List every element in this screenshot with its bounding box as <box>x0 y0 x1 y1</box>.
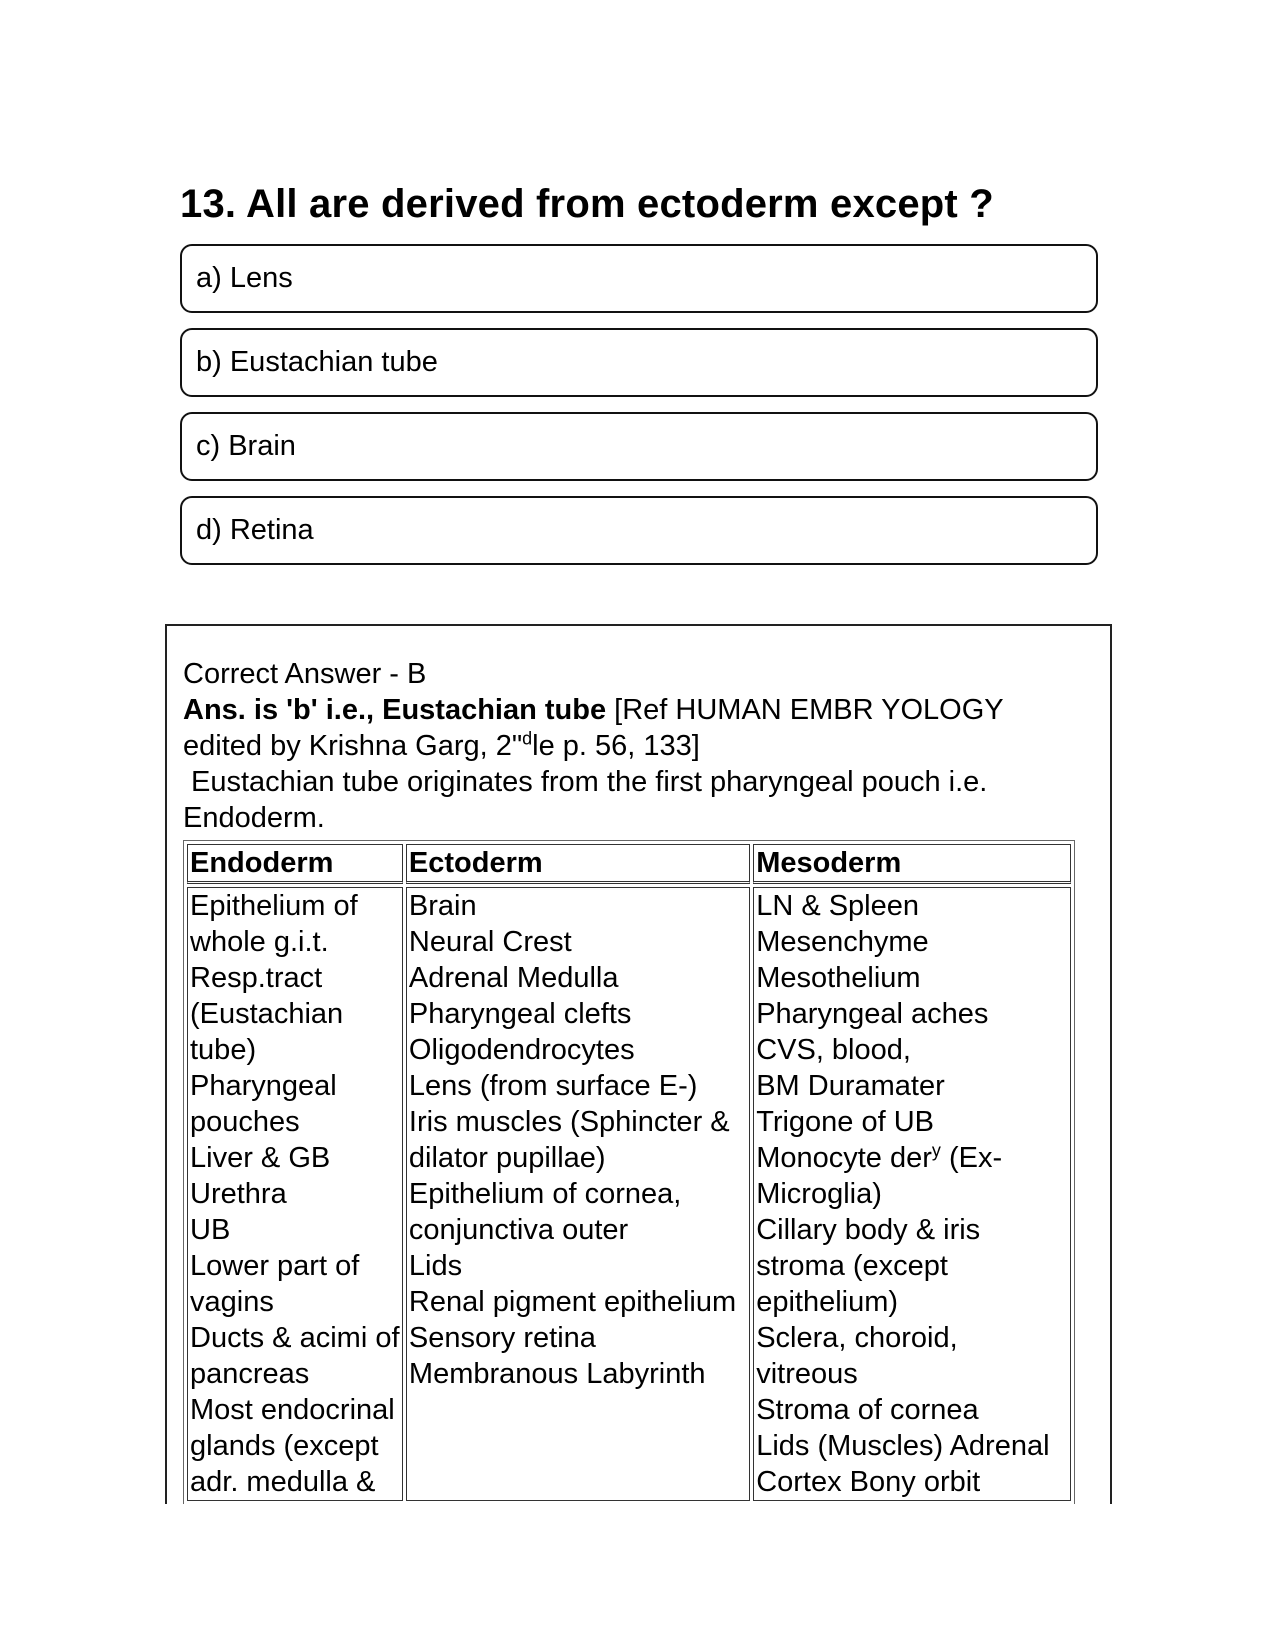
answer-ref-part2b: le p. 56, 133] <box>532 730 700 762</box>
ectoderm-item: dilator pupillae) <box>408 1142 606 1174</box>
ectoderm-item: Adrenal Medulla <box>408 962 619 994</box>
endoderm-item: Lower part of <box>190 1250 360 1282</box>
explanation-line-1: Eustachian tube originates from the first pharyngeal pouch i.e. <box>191 766 988 798</box>
ectoderm-cell <box>406 887 750 1501</box>
ectoderm-item: Neural Crest <box>408 926 572 958</box>
option-b[interactable]: b) Eustachian tube <box>180 328 1098 397</box>
answer-reference-line <box>183 692 1083 728</box>
endoderm-cell <box>187 887 403 1501</box>
option-a[interactable]: a) Lens <box>180 244 1098 313</box>
option-d[interactable]: d) Retina <box>180 496 1098 565</box>
answer-panel <box>165 624 1112 1504</box>
endoderm-item: pouches <box>190 1106 300 1138</box>
mesoderm-item: vitreous <box>756 1358 858 1390</box>
mesoderm-item: CVS, blood, <box>756 1034 911 1066</box>
ectoderm-item: Renal pigment epithelium <box>408 1286 737 1318</box>
answer-content <box>183 656 1083 1504</box>
ectoderm-item: Oligodendrocytes <box>408 1034 635 1066</box>
mesoderm-item: Stroma of cornea <box>756 1394 979 1426</box>
endoderm-item: Epithelium of <box>190 890 358 922</box>
germ-layer-table <box>183 840 1075 1504</box>
mesoderm-item: Mesenchyme <box>756 926 929 958</box>
option-c[interactable]: c) Brain <box>180 412 1098 481</box>
endoderm-item: vagins <box>190 1286 274 1318</box>
mesoderm-item: LN & Spleen <box>756 890 920 922</box>
endoderm-item: Most endocrinal <box>190 1394 395 1426</box>
ectoderm-item: Pharyngeal clefts <box>408 998 632 1030</box>
endoderm-item: tube) <box>190 1034 257 1066</box>
monocyte-sup: y <box>931 1140 941 1161</box>
mesoderm-item: Mesothelium <box>756 962 921 994</box>
ectoderm-item: Brain <box>408 890 477 922</box>
ectoderm-item: Membranous Labyrinth <box>408 1358 706 1390</box>
ectoderm-item: Lens (from surface E-) <box>408 1070 698 1102</box>
header-endoderm: Endoderm <box>187 844 403 884</box>
table-row <box>187 887 1071 1501</box>
endoderm-item: Ducts & acimi of <box>190 1322 400 1354</box>
mesoderm-item-monocyte <box>756 1140 1068 1176</box>
mesoderm-item: epithelium) <box>756 1286 899 1318</box>
options-list <box>180 244 1098 580</box>
header-mesoderm: Mesoderm <box>753 844 1071 884</box>
answer-ref-part1: [Ref HUMAN EMBR YOLOGY <box>606 694 1004 726</box>
mesoderm-item: Pharyngeal aches <box>756 998 989 1030</box>
monocyte-tail: (Ex- <box>940 1142 1003 1174</box>
answer-ref-sup: d <box>522 728 533 749</box>
explanation-line-2: Endoderm. <box>183 802 325 834</box>
mesoderm-item: BM Duramater <box>756 1070 945 1102</box>
table-header-row <box>187 844 1071 884</box>
mesoderm-item: Cillary body & iris <box>756 1214 981 1246</box>
endoderm-item: Resp.tract <box>190 962 323 994</box>
endoderm-item: Urethra <box>190 1178 287 1210</box>
endoderm-item: (Eustachian <box>190 998 344 1030</box>
correct-answer-label: Correct Answer - B <box>183 658 427 690</box>
endoderm-item: pancreas <box>190 1358 310 1390</box>
monocyte-text: Monocyte der <box>756 1142 932 1174</box>
answer-ref-part2a: edited by Krishna Garg, 2" <box>183 730 523 762</box>
mesoderm-item: Lids (Muscles) Adrenal <box>756 1430 1050 1462</box>
endoderm-item: adr. medulla & <box>190 1466 376 1498</box>
header-ectoderm: Ectoderm <box>406 844 750 884</box>
ectoderm-item: Iris muscles (Sphincter & <box>408 1106 730 1138</box>
mesoderm-cell <box>753 887 1071 1501</box>
ectoderm-item: Sensory retina <box>408 1322 596 1354</box>
mesoderm-item: Trigone of UB <box>756 1106 935 1138</box>
mesoderm-item: stroma (except <box>756 1250 948 1282</box>
endoderm-item: Liver & GB <box>190 1142 331 1174</box>
endoderm-item: UB <box>190 1214 231 1246</box>
mesoderm-item: Microglia) <box>756 1178 882 1210</box>
endoderm-item: glands (except <box>190 1430 379 1462</box>
ectoderm-item: Epithelium of cornea, <box>408 1178 682 1210</box>
question-title: 13. All are derived from ectoderm except ? <box>180 182 994 226</box>
answer-ref-line-2 <box>183 728 1083 764</box>
answer-bold-lead: Ans. is 'b' i.e., Eustachian tube <box>183 694 607 726</box>
ectoderm-item: Lids <box>408 1250 463 1282</box>
mesoderm-item: Cortex Bony orbit <box>756 1466 981 1498</box>
endoderm-item: whole g.i.t. <box>190 926 329 958</box>
mesoderm-item: Sclera, choroid, <box>756 1322 958 1354</box>
ectoderm-item: conjunctiva outer <box>408 1214 629 1246</box>
endoderm-item: Pharyngeal <box>190 1070 337 1102</box>
